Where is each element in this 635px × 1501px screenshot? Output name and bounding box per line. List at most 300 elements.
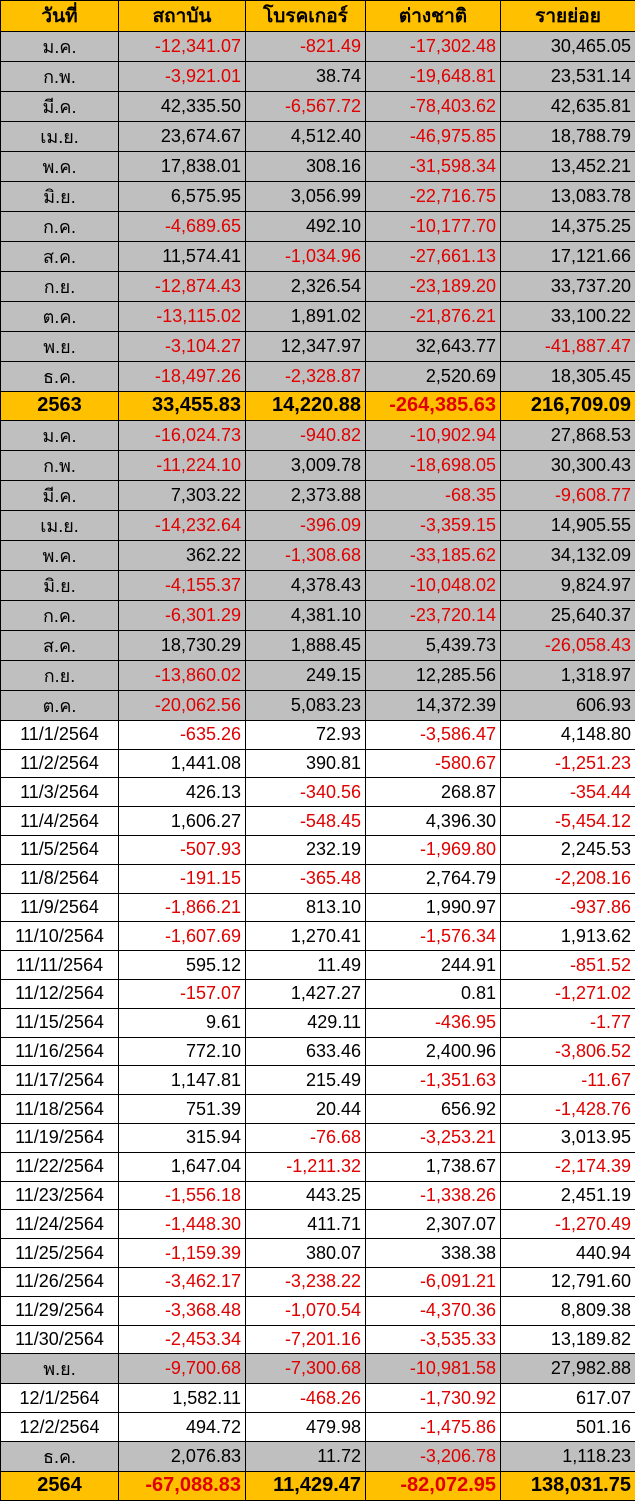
institution-value: -2,453.34 bbox=[119, 1325, 246, 1354]
row-label: 11/26/2564 bbox=[1, 1267, 119, 1296]
institution-value: -13,860.02 bbox=[119, 660, 246, 690]
institution-value: -3,104.27 bbox=[119, 332, 246, 362]
broker-value: -940.82 bbox=[246, 420, 366, 450]
header-retail: รายย่อย bbox=[501, 1, 635, 32]
retail-value: 1,118.23 bbox=[501, 1441, 635, 1471]
retail-value: 33,737.20 bbox=[501, 272, 635, 302]
month-row bbox=[1, 242, 635, 272]
day-row bbox=[1, 720, 635, 749]
institution-value: -157.07 bbox=[119, 979, 246, 1008]
institution-value: 1,647.04 bbox=[119, 1152, 246, 1181]
foreign-value: 5,439.73 bbox=[366, 630, 501, 660]
broker-value: -548.45 bbox=[246, 807, 366, 836]
broker-value: 2,326.54 bbox=[246, 272, 366, 302]
month-row bbox=[1, 62, 635, 92]
foreign-value: -23,720.14 bbox=[366, 600, 501, 630]
institution-value: 595.12 bbox=[119, 951, 246, 980]
retail-value: 30,465.05 bbox=[501, 32, 635, 62]
retail-value: 18,305.45 bbox=[501, 362, 635, 392]
month-row bbox=[1, 302, 635, 332]
foreign-value: -17,302.48 bbox=[366, 32, 501, 62]
retail-value: 440.94 bbox=[501, 1239, 635, 1268]
month-row bbox=[1, 1441, 635, 1471]
broker-value: 5,083.23 bbox=[246, 690, 366, 720]
table-body bbox=[1, 32, 635, 1501]
row-label: 11/4/2564 bbox=[1, 807, 119, 836]
foreign-value: -18,698.05 bbox=[366, 450, 501, 480]
foreign-value: -78,403.62 bbox=[366, 92, 501, 122]
broker-value: 1,427.27 bbox=[246, 979, 366, 1008]
row-label: 11/12/2564 bbox=[1, 979, 119, 1008]
retail-value: -1,428.76 bbox=[501, 1095, 635, 1124]
foreign-value: -21,876.21 bbox=[366, 302, 501, 332]
retail-value: -1,270.49 bbox=[501, 1210, 635, 1239]
month-row bbox=[1, 600, 635, 630]
row-label: 2564 bbox=[1, 1471, 119, 1500]
row-label: ส.ค. bbox=[1, 630, 119, 660]
retail-value: -26,058.43 bbox=[501, 630, 635, 660]
day-row bbox=[1, 1095, 635, 1124]
foreign-value: -3,359.15 bbox=[366, 510, 501, 540]
table-header-row bbox=[1, 1, 635, 32]
month-row bbox=[1, 540, 635, 570]
month-row bbox=[1, 1354, 635, 1384]
foreign-value: 14,372.39 bbox=[366, 690, 501, 720]
foreign-value: -4,370.36 bbox=[366, 1296, 501, 1325]
broker-value: -7,201.16 bbox=[246, 1325, 366, 1354]
foreign-value: -19,648.81 bbox=[366, 62, 501, 92]
broker-value: 232.19 bbox=[246, 835, 366, 864]
row-label: มี.ค. bbox=[1, 480, 119, 510]
day-row bbox=[1, 922, 635, 951]
institution-value: 426.13 bbox=[119, 778, 246, 807]
broker-value: 411.71 bbox=[246, 1210, 366, 1239]
broker-value: 4,512.40 bbox=[246, 122, 366, 152]
retail-value: 25,640.37 bbox=[501, 600, 635, 630]
day-row bbox=[1, 1296, 635, 1325]
row-label: 11/30/2564 bbox=[1, 1325, 119, 1354]
row-label: 11/25/2564 bbox=[1, 1239, 119, 1268]
foreign-value: -1,730.92 bbox=[366, 1384, 501, 1413]
retail-value: 27,868.53 bbox=[501, 420, 635, 450]
institution-value: -9,700.68 bbox=[119, 1354, 246, 1384]
foreign-value: -1,475.86 bbox=[366, 1413, 501, 1442]
institution-value: 362.22 bbox=[119, 540, 246, 570]
month-row bbox=[1, 660, 635, 690]
day-row bbox=[1, 1066, 635, 1095]
retail-value: -937.86 bbox=[501, 893, 635, 922]
foreign-value: -436.95 bbox=[366, 1008, 501, 1037]
year-row bbox=[1, 1471, 635, 1500]
institution-value: -1,556.18 bbox=[119, 1181, 246, 1210]
retail-value: 1,318.97 bbox=[501, 660, 635, 690]
row-label: ก.ย. bbox=[1, 272, 119, 302]
header-institution: สถาบัน bbox=[119, 1, 246, 32]
foreign-value: 1,738.67 bbox=[366, 1152, 501, 1181]
foreign-value: -27,661.13 bbox=[366, 242, 501, 272]
foreign-value: 2,764.79 bbox=[366, 864, 501, 893]
row-label: 11/29/2564 bbox=[1, 1296, 119, 1325]
header-broker: โบรคเกอร์ bbox=[246, 1, 366, 32]
foreign-value: -3,206.78 bbox=[366, 1441, 501, 1471]
institution-value: 42,335.50 bbox=[119, 92, 246, 122]
month-row bbox=[1, 420, 635, 450]
foreign-value: -82,072.95 bbox=[366, 1471, 501, 1500]
institution-value: -507.93 bbox=[119, 835, 246, 864]
row-label: 11/23/2564 bbox=[1, 1181, 119, 1210]
foreign-value: -10,981.58 bbox=[366, 1354, 501, 1384]
month-row bbox=[1, 690, 635, 720]
institution-value: 315.94 bbox=[119, 1123, 246, 1152]
foreign-value: -1,351.63 bbox=[366, 1066, 501, 1095]
row-label: ต.ค. bbox=[1, 302, 119, 332]
retail-value: 13,083.78 bbox=[501, 182, 635, 212]
foreign-value: -3,586.47 bbox=[366, 720, 501, 749]
broker-value: 633.46 bbox=[246, 1037, 366, 1066]
row-label: 11/15/2564 bbox=[1, 1008, 119, 1037]
row-label: 11/16/2564 bbox=[1, 1037, 119, 1066]
broker-value: 1,270.41 bbox=[246, 922, 366, 951]
broker-value: -1,308.68 bbox=[246, 540, 366, 570]
row-label: 11/8/2564 bbox=[1, 864, 119, 893]
foreign-value: 1,990.97 bbox=[366, 893, 501, 922]
broker-value: 4,378.43 bbox=[246, 570, 366, 600]
day-row bbox=[1, 749, 635, 778]
day-row bbox=[1, 1239, 635, 1268]
broker-value: -396.09 bbox=[246, 510, 366, 540]
institution-value: -20,062.56 bbox=[119, 690, 246, 720]
foreign-value: 12,285.56 bbox=[366, 660, 501, 690]
institution-value: 2,076.83 bbox=[119, 1441, 246, 1471]
row-label: พ.ค. bbox=[1, 540, 119, 570]
institution-value: 7,303.22 bbox=[119, 480, 246, 510]
institution-value: -18,497.26 bbox=[119, 362, 246, 392]
day-row bbox=[1, 893, 635, 922]
retail-value: -11.67 bbox=[501, 1066, 635, 1095]
retail-value: -3,806.52 bbox=[501, 1037, 635, 1066]
month-row bbox=[1, 332, 635, 362]
row-label: มิ.ย. bbox=[1, 182, 119, 212]
retail-value: 3,013.95 bbox=[501, 1123, 635, 1152]
broker-value: 1,891.02 bbox=[246, 302, 366, 332]
day-row bbox=[1, 1210, 635, 1239]
row-label: 12/2/2564 bbox=[1, 1413, 119, 1442]
retail-value: 501.16 bbox=[501, 1413, 635, 1442]
foreign-value: -22,716.75 bbox=[366, 182, 501, 212]
day-row bbox=[1, 778, 635, 807]
row-label: ก.พ. bbox=[1, 62, 119, 92]
row-label: 11/24/2564 bbox=[1, 1210, 119, 1239]
foreign-value: 338.38 bbox=[366, 1239, 501, 1268]
row-label: มี.ค. bbox=[1, 92, 119, 122]
foreign-value: -264,385.63 bbox=[366, 392, 501, 421]
institution-value: -191.15 bbox=[119, 864, 246, 893]
retail-value: 12,791.60 bbox=[501, 1267, 635, 1296]
retail-value: -9,608.77 bbox=[501, 480, 635, 510]
foreign-value: -6,091.21 bbox=[366, 1267, 501, 1296]
day-row bbox=[1, 1325, 635, 1354]
institution-value: -1,159.39 bbox=[119, 1239, 246, 1268]
row-label: 11/11/2564 bbox=[1, 951, 119, 980]
broker-value: 3,009.78 bbox=[246, 450, 366, 480]
foreign-value: -31,598.34 bbox=[366, 152, 501, 182]
row-label: พ.ย. bbox=[1, 332, 119, 362]
retail-value: -2,174.39 bbox=[501, 1152, 635, 1181]
foreign-value: -1,969.80 bbox=[366, 835, 501, 864]
day-row bbox=[1, 979, 635, 1008]
foreign-value: 0.81 bbox=[366, 979, 501, 1008]
day-row bbox=[1, 1181, 635, 1210]
retail-value: 617.07 bbox=[501, 1384, 635, 1413]
row-label: ก.ย. bbox=[1, 660, 119, 690]
retail-value: 9,824.97 bbox=[501, 570, 635, 600]
foreign-value: -580.67 bbox=[366, 749, 501, 778]
foreign-value: -3,253.21 bbox=[366, 1123, 501, 1152]
broker-value: 72.93 bbox=[246, 720, 366, 749]
row-label: 11/3/2564 bbox=[1, 778, 119, 807]
broker-value: 380.07 bbox=[246, 1239, 366, 1268]
day-row bbox=[1, 835, 635, 864]
retail-value: 4,148.80 bbox=[501, 720, 635, 749]
retail-value: 216,709.09 bbox=[501, 392, 635, 421]
broker-value: 308.16 bbox=[246, 152, 366, 182]
foreign-value: 2,307.07 bbox=[366, 1210, 501, 1239]
row-label: เม.ย. bbox=[1, 510, 119, 540]
institution-value: 11,574.41 bbox=[119, 242, 246, 272]
row-label: 11/19/2564 bbox=[1, 1123, 119, 1152]
institution-value: -4,689.65 bbox=[119, 212, 246, 242]
month-row bbox=[1, 630, 635, 660]
institution-value: 1,147.81 bbox=[119, 1066, 246, 1095]
month-row bbox=[1, 182, 635, 212]
institution-value: 494.72 bbox=[119, 1413, 246, 1442]
row-label: ก.ค. bbox=[1, 212, 119, 242]
broker-value: -1,034.96 bbox=[246, 242, 366, 272]
broker-value: -7,300.68 bbox=[246, 1354, 366, 1384]
retail-value: 34,132.09 bbox=[501, 540, 635, 570]
broker-value: -6,567.72 bbox=[246, 92, 366, 122]
foreign-value: -33,185.62 bbox=[366, 540, 501, 570]
foreign-value: -46,975.85 bbox=[366, 122, 501, 152]
retail-value: 18,788.79 bbox=[501, 122, 635, 152]
row-label: เม.ย. bbox=[1, 122, 119, 152]
day-row bbox=[1, 1152, 635, 1181]
broker-value: -340.56 bbox=[246, 778, 366, 807]
foreign-value: -10,048.02 bbox=[366, 570, 501, 600]
institution-value: -4,155.37 bbox=[119, 570, 246, 600]
retail-value: -1,271.02 bbox=[501, 979, 635, 1008]
retail-value: 13,452.21 bbox=[501, 152, 635, 182]
institution-value: 17,838.01 bbox=[119, 152, 246, 182]
institution-value: 18,730.29 bbox=[119, 630, 246, 660]
year-row bbox=[1, 392, 635, 421]
row-label: 11/10/2564 bbox=[1, 922, 119, 951]
row-label: ม.ค. bbox=[1, 32, 119, 62]
foreign-value: -10,177.70 bbox=[366, 212, 501, 242]
month-row bbox=[1, 92, 635, 122]
broker-value: -468.26 bbox=[246, 1384, 366, 1413]
foreign-value: 2,520.69 bbox=[366, 362, 501, 392]
retail-value: 42,635.81 bbox=[501, 92, 635, 122]
broker-value: 813.10 bbox=[246, 893, 366, 922]
institution-value: 1,582.11 bbox=[119, 1384, 246, 1413]
broker-value: -1,070.54 bbox=[246, 1296, 366, 1325]
institution-value: 9.61 bbox=[119, 1008, 246, 1037]
broker-value: 2,373.88 bbox=[246, 480, 366, 510]
retail-value: -1.77 bbox=[501, 1008, 635, 1037]
institution-value: 6,575.95 bbox=[119, 182, 246, 212]
retail-value: -2,208.16 bbox=[501, 864, 635, 893]
day-row bbox=[1, 951, 635, 980]
retail-value: 606.93 bbox=[501, 690, 635, 720]
month-row bbox=[1, 450, 635, 480]
broker-value: -3,238.22 bbox=[246, 1267, 366, 1296]
broker-value: 249.15 bbox=[246, 660, 366, 690]
institution-value: -14,232.64 bbox=[119, 510, 246, 540]
foreign-value: -1,338.26 bbox=[366, 1181, 501, 1210]
row-label: ก.พ. bbox=[1, 450, 119, 480]
broker-value: 429.11 bbox=[246, 1008, 366, 1037]
retail-value: 17,121.66 bbox=[501, 242, 635, 272]
row-label: พ.ค. bbox=[1, 152, 119, 182]
row-label: 11/2/2564 bbox=[1, 749, 119, 778]
day-row bbox=[1, 1267, 635, 1296]
month-row bbox=[1, 212, 635, 242]
foreign-value: 656.92 bbox=[366, 1095, 501, 1124]
month-row bbox=[1, 122, 635, 152]
institution-value: -3,921.01 bbox=[119, 62, 246, 92]
month-row bbox=[1, 510, 635, 540]
broker-value: 12,347.97 bbox=[246, 332, 366, 362]
institution-value: 772.10 bbox=[119, 1037, 246, 1066]
month-row bbox=[1, 152, 635, 182]
broker-value: 11.49 bbox=[246, 951, 366, 980]
retail-value: -5,454.12 bbox=[501, 807, 635, 836]
institution-value: 33,455.83 bbox=[119, 392, 246, 421]
retail-value: -41,887.47 bbox=[501, 332, 635, 362]
month-row bbox=[1, 362, 635, 392]
day-row bbox=[1, 807, 635, 836]
retail-value: 23,531.14 bbox=[501, 62, 635, 92]
row-label: 11/18/2564 bbox=[1, 1095, 119, 1124]
foreign-value: -3,535.33 bbox=[366, 1325, 501, 1354]
row-label: 11/1/2564 bbox=[1, 720, 119, 749]
retail-value: 2,245.53 bbox=[501, 835, 635, 864]
foreign-value: -23,189.20 bbox=[366, 272, 501, 302]
row-label: ก.ค. bbox=[1, 600, 119, 630]
retail-value: 14,375.25 bbox=[501, 212, 635, 242]
institution-value: 751.39 bbox=[119, 1095, 246, 1124]
row-label: 11/22/2564 bbox=[1, 1152, 119, 1181]
institution-value: -1,607.69 bbox=[119, 922, 246, 951]
broker-value: 479.98 bbox=[246, 1413, 366, 1442]
institution-value: -1,448.30 bbox=[119, 1210, 246, 1239]
institution-value: 23,674.67 bbox=[119, 122, 246, 152]
retail-value: -851.52 bbox=[501, 951, 635, 980]
institution-value: 1,441.08 bbox=[119, 749, 246, 778]
retail-value: -354.44 bbox=[501, 778, 635, 807]
row-label: 2563 bbox=[1, 392, 119, 421]
broker-value: -821.49 bbox=[246, 32, 366, 62]
retail-value: 27,982.88 bbox=[501, 1354, 635, 1384]
foreign-value: 32,643.77 bbox=[366, 332, 501, 362]
row-label: พ.ย. bbox=[1, 1354, 119, 1384]
row-label: 11/17/2564 bbox=[1, 1066, 119, 1095]
retail-value: -1,251.23 bbox=[501, 749, 635, 778]
foreign-value: -10,902.94 bbox=[366, 420, 501, 450]
day-row bbox=[1, 1384, 635, 1413]
row-label: 12/1/2564 bbox=[1, 1384, 119, 1413]
row-label: 11/9/2564 bbox=[1, 893, 119, 922]
institution-value: -13,115.02 bbox=[119, 302, 246, 332]
foreign-value: 268.87 bbox=[366, 778, 501, 807]
day-row bbox=[1, 1413, 635, 1442]
broker-value: -365.48 bbox=[246, 864, 366, 893]
institution-value: -1,866.21 bbox=[119, 893, 246, 922]
broker-value: 215.49 bbox=[246, 1066, 366, 1095]
institution-value: -12,874.43 bbox=[119, 272, 246, 302]
row-label: ส.ค. bbox=[1, 242, 119, 272]
retail-value: 33,100.22 bbox=[501, 302, 635, 332]
retail-value: 30,300.43 bbox=[501, 450, 635, 480]
institution-value: -635.26 bbox=[119, 720, 246, 749]
retail-value: 14,905.55 bbox=[501, 510, 635, 540]
row-label: ม.ค. bbox=[1, 420, 119, 450]
header-date: วันที่ bbox=[1, 1, 119, 32]
broker-value: 1,888.45 bbox=[246, 630, 366, 660]
broker-value: 390.81 bbox=[246, 749, 366, 778]
foreign-value: -68.35 bbox=[366, 480, 501, 510]
retail-value: 2,451.19 bbox=[501, 1181, 635, 1210]
institution-value: -3,462.17 bbox=[119, 1267, 246, 1296]
retail-value: 138,031.75 bbox=[501, 1471, 635, 1500]
retail-value: 8,809.38 bbox=[501, 1296, 635, 1325]
broker-value: 11,429.47 bbox=[246, 1471, 366, 1500]
broker-value: 492.10 bbox=[246, 212, 366, 242]
institution-value: -11,224.10 bbox=[119, 450, 246, 480]
day-row bbox=[1, 1037, 635, 1066]
broker-value: 14,220.88 bbox=[246, 392, 366, 421]
broker-value: 20.44 bbox=[246, 1095, 366, 1124]
month-row bbox=[1, 570, 635, 600]
institution-value: -3,368.48 bbox=[119, 1296, 246, 1325]
broker-value: -2,328.87 bbox=[246, 362, 366, 392]
day-row bbox=[1, 1008, 635, 1037]
institution-value: -67,088.83 bbox=[119, 1471, 246, 1500]
institution-value: -12,341.07 bbox=[119, 32, 246, 62]
day-row bbox=[1, 864, 635, 893]
broker-value: 4,381.10 bbox=[246, 600, 366, 630]
foreign-value: 4,396.30 bbox=[366, 807, 501, 836]
row-label: มิ.ย. bbox=[1, 570, 119, 600]
broker-value: 11.72 bbox=[246, 1441, 366, 1471]
row-label: ต.ค. bbox=[1, 690, 119, 720]
broker-value: 3,056.99 bbox=[246, 182, 366, 212]
broker-value: 443.25 bbox=[246, 1181, 366, 1210]
month-row bbox=[1, 272, 635, 302]
row-label: ธ.ค. bbox=[1, 1441, 119, 1471]
foreign-value: 244.91 bbox=[366, 951, 501, 980]
broker-value: -1,211.32 bbox=[246, 1152, 366, 1181]
row-label: ธ.ค. bbox=[1, 362, 119, 392]
retail-value: 1,913.62 bbox=[501, 922, 635, 951]
institution-value: 1,606.27 bbox=[119, 807, 246, 836]
broker-value: -76.68 bbox=[246, 1123, 366, 1152]
row-label: 11/5/2564 bbox=[1, 835, 119, 864]
month-row bbox=[1, 32, 635, 62]
institution-value: -16,024.73 bbox=[119, 420, 246, 450]
month-row bbox=[1, 480, 635, 510]
